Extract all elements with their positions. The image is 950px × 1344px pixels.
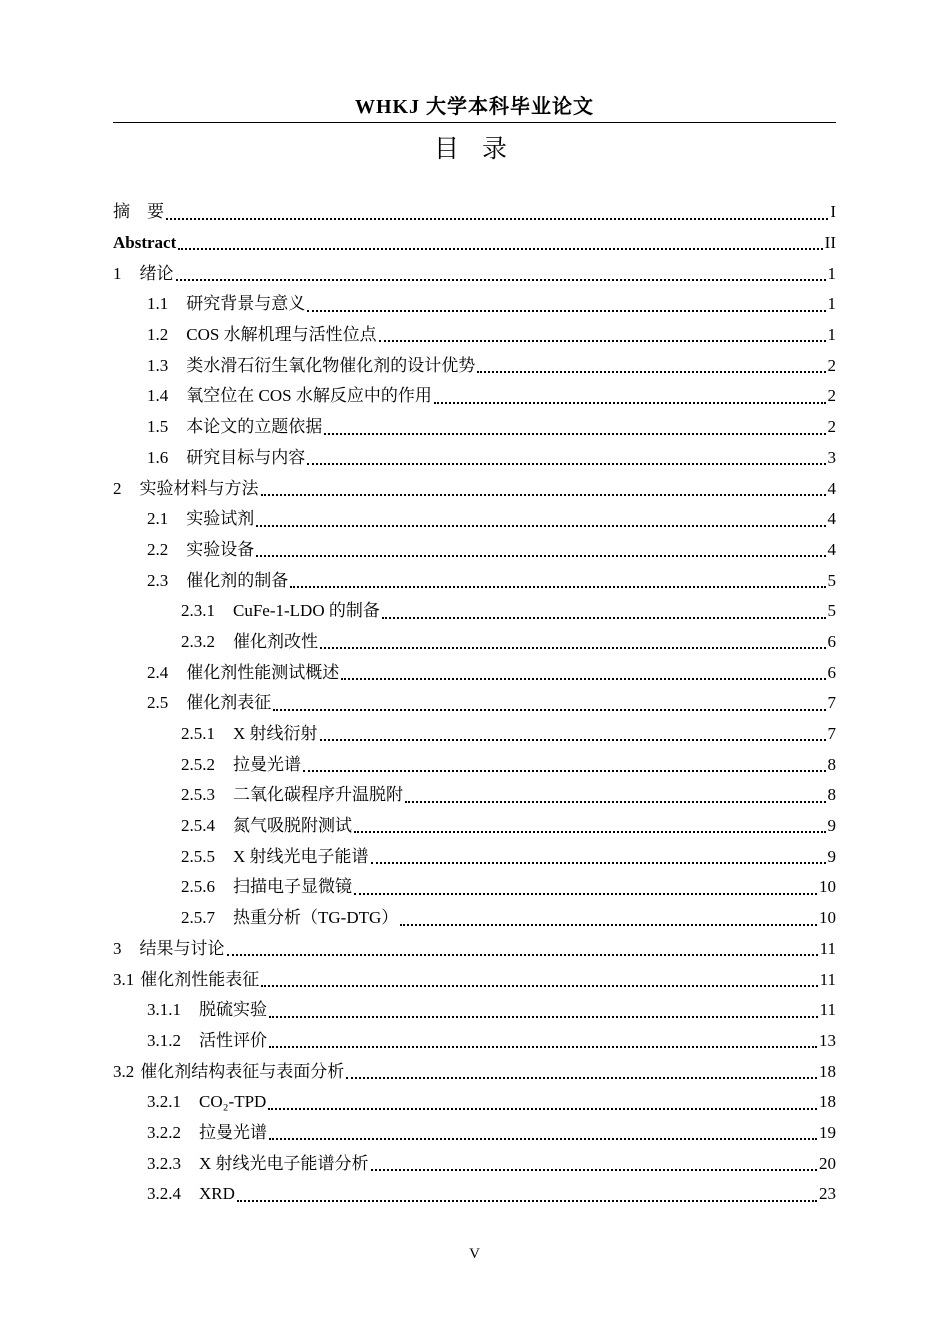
dot-leader bbox=[166, 217, 828, 220]
toc-entry-page: 11 bbox=[819, 938, 836, 958]
toc-entry-page: 4 bbox=[827, 509, 836, 529]
dot-leader bbox=[261, 493, 826, 496]
toc-entry-page: 10 bbox=[819, 877, 836, 897]
toc-entry[interactable] bbox=[113, 964, 836, 995]
toc-entry-page: 10 bbox=[819, 908, 836, 928]
page-header bbox=[113, 93, 836, 123]
toc-entry-label: 氧空位在 COS 水解反应中的作用 bbox=[186, 386, 432, 406]
toc-entry-number: 2.4 bbox=[147, 662, 169, 682]
toc-entry-label: X 射线光电子能谱 bbox=[233, 846, 369, 866]
toc-entry-label: 实验试剂 bbox=[186, 509, 255, 529]
toc-entry-page: 20 bbox=[819, 1153, 836, 1173]
dot-leader bbox=[341, 677, 825, 680]
toc-entry[interactable] bbox=[113, 473, 836, 504]
toc-entry-label: 二氧化碳程序升温脱附 bbox=[233, 785, 403, 805]
toc-entry-page: 11 bbox=[819, 969, 836, 989]
dot-leader bbox=[371, 861, 826, 864]
toc-entry-page: 23 bbox=[819, 1184, 836, 1204]
toc-entry[interactable] bbox=[113, 1087, 836, 1118]
toc-entry-number: 2.5.6 bbox=[181, 877, 215, 897]
toc-entry-label: XRD bbox=[199, 1184, 235, 1204]
dot-leader bbox=[307, 309, 825, 312]
toc-entry[interactable] bbox=[113, 443, 836, 474]
toc-entry-number: 2.2 bbox=[147, 539, 169, 559]
toc-entry-number: 2.3.1 bbox=[181, 601, 215, 621]
toc-entry[interactable] bbox=[113, 903, 836, 934]
dot-leader bbox=[354, 892, 817, 895]
toc-entry-label: 脱硫实验 bbox=[199, 1000, 267, 1020]
toc-entry-number: 2.5.2 bbox=[181, 754, 215, 774]
dot-leader bbox=[400, 923, 817, 926]
toc-entry[interactable] bbox=[113, 381, 836, 412]
dot-leader bbox=[303, 769, 826, 772]
toc-entry-label: 催化剂性能测试概述 bbox=[186, 662, 340, 682]
toc-entry-number: 2.5.7 bbox=[181, 908, 215, 928]
toc-entry-page: 5 bbox=[827, 570, 836, 590]
toc-entry-number: 3.1 bbox=[113, 969, 135, 989]
toc-entry-page: 4 bbox=[827, 478, 836, 498]
toc-entry[interactable] bbox=[113, 749, 836, 780]
toc-entry-page: 2 bbox=[827, 355, 836, 375]
toc-entry-number: 1.6 bbox=[147, 447, 169, 467]
dot-leader bbox=[269, 1015, 818, 1018]
toc-entry[interactable] bbox=[113, 1118, 836, 1149]
dot-leader bbox=[290, 585, 825, 588]
toc-entry[interactable] bbox=[113, 657, 836, 688]
dot-leader bbox=[379, 339, 826, 342]
toc-entry-label: 活性评价 bbox=[199, 1030, 267, 1050]
toc-entry[interactable] bbox=[113, 320, 836, 351]
toc-entry-label: 实验材料与方法 bbox=[139, 478, 259, 498]
toc-entry-number: 1.1 bbox=[147, 294, 169, 314]
toc-entry-label: Abstract bbox=[113, 233, 177, 253]
toc-entry-label: 研究目标与内容 bbox=[186, 447, 306, 467]
dot-leader bbox=[324, 432, 825, 435]
toc-entry-label: 催化剂性能表征 bbox=[140, 969, 260, 989]
dot-leader bbox=[434, 401, 826, 404]
toc-entry-page: 7 bbox=[827, 724, 836, 744]
dot-leader bbox=[178, 247, 822, 250]
toc-entry-label: 实验设备 bbox=[186, 539, 255, 559]
dot-leader bbox=[382, 616, 826, 619]
toc-entry-number: 2.5.1 bbox=[181, 724, 215, 744]
toc-entry-label: 研究背景与意义 bbox=[186, 294, 306, 314]
toc-entry-page: 6 bbox=[827, 631, 836, 651]
toc-entry-number: 3.2 bbox=[113, 1061, 135, 1081]
toc-entry-label: CuFe-1-LDO 的制备 bbox=[233, 601, 380, 621]
table-of-contents bbox=[113, 197, 836, 1210]
dot-leader bbox=[237, 1199, 817, 1202]
toc-entry[interactable] bbox=[113, 535, 836, 566]
toc-entry[interactable] bbox=[113, 504, 836, 535]
toc-entry-number: 2 bbox=[113, 478, 122, 498]
toc-entry-page: 2 bbox=[827, 417, 836, 437]
toc-entry-number: 3 bbox=[113, 938, 122, 958]
toc-entry-page: 11 bbox=[819, 1000, 836, 1020]
toc-entry-number: 3.2.4 bbox=[147, 1184, 181, 1204]
toc-entry-page: 9 bbox=[827, 846, 836, 866]
toc-entry-page: 3 bbox=[827, 447, 836, 467]
dot-leader bbox=[320, 646, 826, 649]
toc-entry-number: 3.1.1 bbox=[147, 1000, 181, 1020]
toc-entry-label: 拉曼光谱 bbox=[233, 754, 301, 774]
toc-entry-number: 2.5.4 bbox=[181, 816, 215, 836]
toc-entry-number: 1.3 bbox=[147, 355, 169, 375]
toc-entry[interactable] bbox=[113, 228, 836, 259]
toc-entry-label: COS 水解机理与活性位点 bbox=[186, 325, 377, 345]
toc-entry-page: 18 bbox=[819, 1061, 836, 1081]
toc-entry-page: 6 bbox=[827, 662, 836, 682]
toc-entry-number: 2.5 bbox=[147, 693, 169, 713]
toc-entry-page: 19 bbox=[819, 1122, 836, 1142]
toc-entry-page: II bbox=[824, 233, 836, 253]
toc-entry-label: X 射线衍射 bbox=[233, 724, 318, 744]
header-text: WHKJ 大学本科毕业论文 bbox=[354, 96, 595, 118]
toc-entry-page: 1 bbox=[827, 263, 836, 283]
toc-entry-label: 催化剂改性 bbox=[233, 631, 318, 651]
dot-leader bbox=[261, 984, 817, 987]
toc-entry[interactable] bbox=[113, 719, 836, 750]
toc-entry-page: 1 bbox=[827, 294, 836, 314]
toc-entry-label: 氮气吸脱附测试 bbox=[233, 816, 352, 836]
toc-entry-label: 结果与讨论 bbox=[139, 938, 225, 958]
dot-leader bbox=[371, 1168, 817, 1171]
toc-entry-number: 2.3 bbox=[147, 570, 169, 590]
toc-entry-label: 催化剂的制备 bbox=[186, 570, 289, 590]
toc-entry-page: 8 bbox=[827, 754, 836, 774]
toc-entry[interactable] bbox=[113, 350, 836, 381]
toc-entry[interactable] bbox=[113, 1026, 836, 1057]
toc-entry[interactable] bbox=[113, 1148, 836, 1179]
toc-entry-number: 1 bbox=[113, 263, 122, 283]
toc-entry-label: 摘 要 bbox=[113, 202, 164, 222]
dot-leader bbox=[307, 462, 825, 465]
dot-leader bbox=[273, 708, 825, 711]
toc-entry-page: 18 bbox=[819, 1092, 836, 1112]
toc-entry[interactable] bbox=[113, 1056, 836, 1087]
toc-entry[interactable] bbox=[113, 688, 836, 719]
toc-entry-number: 3.2.3 bbox=[147, 1153, 181, 1173]
toc-entry-page: 1 bbox=[827, 325, 836, 345]
toc-entry-label: 催化剂表征 bbox=[186, 693, 272, 713]
dot-leader bbox=[256, 524, 825, 527]
toc-entry[interactable] bbox=[113, 811, 836, 842]
toc-entry-label: 扫描电子显微镜 bbox=[233, 877, 352, 897]
toc-entry[interactable] bbox=[113, 1179, 836, 1210]
toc-entry[interactable] bbox=[113, 995, 836, 1026]
toc-entry-number: 2.3.2 bbox=[181, 631, 215, 651]
toc-entry-number: 1.2 bbox=[147, 325, 169, 345]
toc-entry-label: 热重分析（TG-DTG） bbox=[233, 908, 399, 928]
dot-leader bbox=[269, 1137, 817, 1140]
page-title: 目 录 bbox=[434, 135, 515, 163]
toc-entry-page: 13 bbox=[819, 1030, 836, 1050]
dot-leader bbox=[405, 800, 826, 803]
toc-entry-page: I bbox=[830, 202, 836, 222]
toc-entry[interactable] bbox=[113, 289, 836, 320]
toc-entry-page: 8 bbox=[827, 785, 836, 805]
toc-entry[interactable] bbox=[113, 412, 836, 443]
dot-leader bbox=[227, 953, 818, 956]
dot-leader bbox=[268, 1107, 817, 1110]
dot-leader bbox=[354, 830, 826, 833]
toc-entry[interactable] bbox=[113, 627, 836, 658]
toc-entry[interactable] bbox=[113, 841, 836, 872]
toc-entry-page: 7 bbox=[827, 693, 836, 713]
toc-entry-label: CO₂-TPD bbox=[199, 1092, 267, 1112]
toc-entry-label: 催化剂结构表征与表面分析 bbox=[140, 1061, 345, 1081]
toc-entry-number: 2.5.5 bbox=[181, 846, 215, 866]
dot-leader bbox=[269, 1045, 817, 1048]
toc-entry-label: X 射线光电子能谱分析 bbox=[199, 1153, 369, 1173]
dot-leader bbox=[256, 554, 825, 557]
toc-entry[interactable] bbox=[113, 197, 836, 228]
toc-entry-number: 1.4 bbox=[147, 386, 169, 406]
toc-entry[interactable] bbox=[113, 780, 836, 811]
dot-leader bbox=[320, 738, 826, 741]
toc-entry-number: 3.1.2 bbox=[147, 1030, 181, 1050]
toc-entry[interactable] bbox=[113, 872, 836, 903]
toc-entry-page: 4 bbox=[827, 539, 836, 559]
toc-entry-number: 2.5.3 bbox=[181, 785, 215, 805]
toc-entry[interactable] bbox=[113, 596, 836, 627]
toc-entry-number: 2.1 bbox=[147, 509, 169, 529]
toc-entry-number: 3.2.1 bbox=[147, 1092, 181, 1112]
dot-leader bbox=[346, 1076, 817, 1079]
toc-entry-page: 9 bbox=[827, 816, 836, 836]
toc-entry-number: 3.2.2 bbox=[147, 1122, 181, 1142]
dot-leader bbox=[176, 278, 826, 281]
toc-entry-label: 类水滑石衍生氧化物催化剂的设计优势 bbox=[186, 355, 476, 375]
toc-entry[interactable] bbox=[113, 565, 836, 596]
page-number: V bbox=[469, 1246, 480, 1262]
toc-entry[interactable] bbox=[113, 934, 836, 965]
dot-leader bbox=[477, 370, 825, 373]
toc-entry-number: 1.5 bbox=[147, 417, 169, 437]
toc-entry[interactable] bbox=[113, 258, 836, 289]
toc-entry-page: 2 bbox=[827, 386, 836, 406]
toc-entry-label: 拉曼光谱 bbox=[199, 1122, 267, 1142]
toc-entry-page: 5 bbox=[827, 601, 836, 621]
toc-entry-label: 绪论 bbox=[139, 263, 174, 283]
toc-entry-label: 本论文的立题依据 bbox=[186, 417, 323, 437]
